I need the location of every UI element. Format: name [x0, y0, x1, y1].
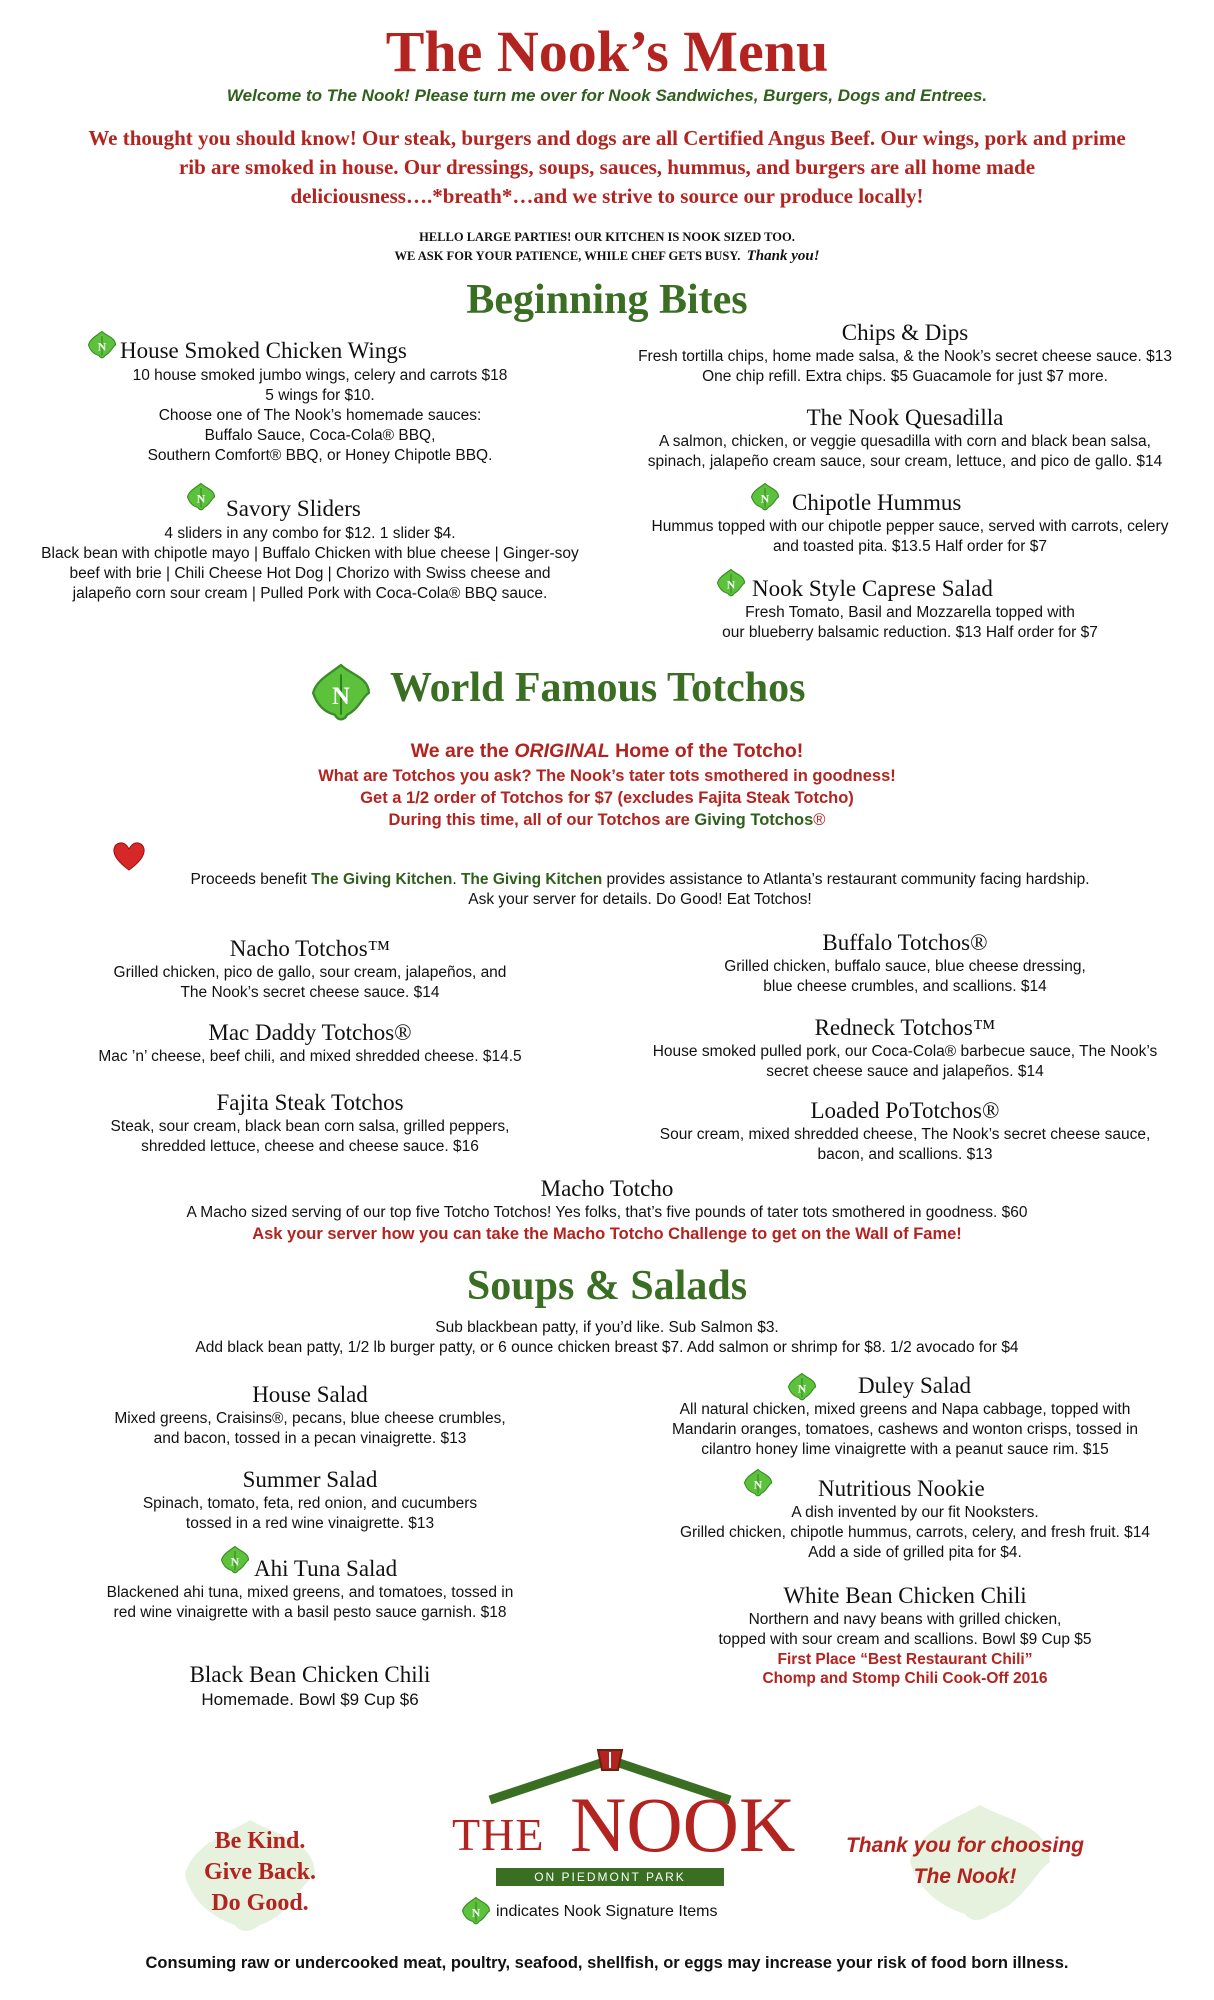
item-desc-duley-salad: [620, 1400, 1190, 1460]
desc-line: and bacon, tossed in a pecan vinaigrette. $13: [153, 1430, 467, 1447]
desc-line: cilantro honey lime vinaigrette with a peanut sauce rim. $15: [701, 1441, 1109, 1458]
totchos-during: During this time, all of our Totchos are: [388, 811, 695, 829]
item-name-hummus: Chipotle Hummus: [792, 490, 962, 515]
slogan-line: Give Back.: [204, 1859, 316, 1885]
item-name-sliders: Savory Sliders: [226, 496, 361, 521]
item-desc-nacho-totchos: [30, 963, 590, 1003]
thank-you-choosing: [800, 1830, 1130, 1892]
desc-line: Southern Comfort® BBQ, or Honey Chipotle BBQ.: [147, 447, 493, 464]
item-name-house-salad: House Salad: [252, 1382, 368, 1407]
item-name-ahi-tuna: Ahi Tuna Salad: [254, 1556, 398, 1581]
desc-line: beef with brie | Chili Cheese Hot Dog | Chorizo with Swiss cheese and: [69, 565, 551, 582]
giving-totchos: Giving Totchos: [694, 811, 814, 829]
item-desc-white-bean-chili: [620, 1610, 1190, 1650]
item-name-summer-salad: Summer Salad: [242, 1467, 378, 1492]
desc-line: spinach, jalapeño cream sauce, sour cream, lettuce, and pico de gallo. $14: [647, 453, 1163, 470]
desc-line: red wine vinaigrette with a basil pesto sauce garnish. $18: [113, 1604, 507, 1621]
desc-line: The Nook’s secret cheese sauce. $14: [180, 984, 440, 1001]
desc-line: bacon, and scallions. $13: [817, 1146, 993, 1163]
item-desc-buffalo-totchos: [620, 957, 1190, 997]
item-desc-wings: [60, 366, 580, 466]
item-name-buffalo-totchos: Buffalo Totchos®: [822, 930, 988, 955]
item-desc-loaded-pototchos: [610, 1125, 1200, 1165]
large-parties-notice: [0, 228, 1214, 266]
desc-line: Northern and navy beans with grilled chicken,: [748, 1611, 1062, 1628]
item-desc-black-bean-chili: Homemade. Bowl $9 Cup $6: [201, 1690, 419, 1709]
desc-line: Add a side of grilled pita for $4.: [808, 1544, 1022, 1561]
desc-line: and toasted pita. $13.5 Half order for $7: [772, 538, 1047, 555]
reg-mark: ®: [813, 811, 826, 829]
item-desc-fajita-steak: [30, 1117, 590, 1157]
item-desc-caprese: [640, 603, 1180, 643]
item-name-black-bean-chili: Black Bean Chicken Chili: [189, 1662, 431, 1687]
desc-line: One chip refill. Extra chips. $5 Guacamole for just $7 more.: [702, 368, 1108, 385]
giving-kitchen-name: The Giving Kitchen: [460, 871, 603, 888]
desc-line: Mandarin oranges, tomatoes, cashews and wonton crisps, tossed in: [671, 1421, 1139, 1438]
ask-server-text: Ask your server for details. Do Good! Eat Totchos!: [468, 891, 812, 908]
award-line: Chomp and Stomp Chili Cook-Off 2016: [762, 1670, 1048, 1687]
sub-line: Sub blackbean patty, if you’d like. Sub Salmon $3.: [435, 1319, 779, 1336]
desc-line: Fresh Tomato, Basil and Mozzarella topped with: [745, 604, 1075, 621]
desc-line: shredded lettuce, cheese and cheese sauce. $16: [141, 1138, 479, 1155]
nook-leaf-icon: [743, 1468, 773, 1498]
desc-line: Spinach, tomato, feta, red onion, and cucumbers: [142, 1495, 478, 1512]
nook-leaf-icon: [186, 482, 216, 512]
original-post: Home of the Totcho!: [609, 740, 804, 762]
desc-line: 10 house smoked jumbo wings, celery and carrots $18: [132, 367, 508, 384]
item-desc-chips: [600, 347, 1210, 387]
item-name-wings: House Smoked Chicken Wings: [120, 338, 407, 363]
section-heading-soups-salads: Soups & Salads: [466, 1263, 748, 1309]
desc-line: 4 sliders in any combo for $12. 1 slider $4.: [164, 525, 456, 542]
item-desc-mac-daddy: [30, 1047, 590, 1067]
totchos-half-order: Get a 1/2 order of Totchos for $7 (excludes Fajita Steak Totcho): [360, 789, 854, 807]
logo-subtitle: ON PIEDMONT PARK: [534, 1870, 686, 1884]
desc-line: Mixed greens, Craisins®, pecans, blue cheese crumbles,: [114, 1410, 506, 1427]
item-name-quesadilla: The Nook Quesadilla: [806, 405, 1004, 430]
item-desc-nutritious-nookie: [620, 1503, 1210, 1563]
desc-line: House smoked pulled pork, our Coca-Cola® barbecue sauce, The Nook’s: [652, 1043, 1158, 1060]
heart-icon: [112, 840, 146, 872]
item-desc-quesadilla: [600, 432, 1210, 472]
desc-line: Steak, sour cream, black bean corn salsa, grilled peppers,: [110, 1118, 510, 1135]
parties-line: HELLO LARGE PARTIES! OUR KITCHEN IS NOOK SIZED TOO.: [419, 230, 795, 244]
desc-line: Choose one of The Nook’s homemade sauces:: [158, 407, 482, 424]
be-kind-slogan: [160, 1826, 360, 1919]
desc-line: Mac ’n’ cheese, beef chili, and mixed shredded cheese. $14.5: [98, 1048, 522, 1065]
thanks-line: The Nook!: [913, 1865, 1017, 1888]
desc-line: our blueberry balsamic reduction. $13 Half order for $7: [722, 624, 1098, 641]
section-heading-beginning-bites: Beginning Bites: [466, 277, 748, 323]
desc-line: topped with sour cream and scallions. Bowl $9 Cup $5: [718, 1631, 1092, 1648]
desc-line: A dish invented by our fit Nooksters.: [791, 1504, 1039, 1521]
item-desc-house-salad: [30, 1409, 590, 1449]
welcome-text: Welcome to The Nook! Please turn me over for Nook Sandwiches, Burgers, Dogs and Entrees.: [226, 86, 988, 105]
item-name-chips: Chips & Dips: [841, 320, 969, 345]
intro-text: [30, 124, 1184, 211]
signature-legend: indicates Nook Signature Items: [496, 1903, 718, 1920]
item-name-loaded-pototchos: Loaded PoTotchos®: [810, 1098, 1000, 1123]
soups-substitutions: [0, 1318, 1214, 1358]
original-pre: We are the: [410, 740, 515, 762]
item-desc-redneck-totchos: [610, 1042, 1200, 1082]
item-name-fajita-steak: Fajita Steak Totchos: [216, 1090, 404, 1115]
totchos-what: What are Totchos you ask? The Nook’s tater tots smothered in goodness!: [318, 767, 896, 785]
item-name-duley-salad: Duley Salad: [858, 1373, 972, 1398]
item-desc-sliders: [20, 524, 600, 604]
nook-leaf-icon: [310, 662, 372, 724]
slogan-line: Do Good.: [211, 1890, 309, 1916]
desc-line: Fresh tortilla chips, home made salsa, & the Nook’s secret cheese sauce. $13: [638, 348, 1172, 365]
slogan-line: Be Kind.: [214, 1828, 306, 1854]
item-desc-summer-salad: [30, 1494, 590, 1534]
item-name-caprese: Nook Style Caprese Salad: [752, 576, 993, 601]
nook-leaf-icon: [87, 330, 117, 360]
desc-line: All natural chicken, mixed greens and Napa cabbage, topped with: [679, 1401, 1131, 1418]
desc-line: Grilled chicken, buffalo sauce, blue cheese dressing,: [724, 958, 1086, 975]
item-desc-macho-totcho: A Macho sized serving of our top five Totcho Totchos! Yes folks, that’s five pounds of tater tots smothered in goodness. $60: [186, 1204, 1028, 1221]
section-heading-totchos: World Famous Totchos: [390, 665, 806, 711]
item-desc-hummus: [610, 517, 1210, 557]
proceeds-text: Proceeds benefit: [190, 871, 312, 888]
nook-leaf-icon: [750, 482, 780, 512]
desc-line: Grilled chicken, chipotle hummus, carrots, celery, and fresh fruit. $14: [679, 1524, 1151, 1541]
item-desc-ahi-tuna: [30, 1583, 590, 1623]
desc-line: Buffalo Sauce, Coca-Cola® BBQ,: [204, 427, 436, 444]
intro-line: We thought you should know! Our steak, burgers and dogs are all Certified Angus Beef. Our wings, pork and prime: [88, 126, 1126, 150]
item-name-redneck-totchos: Redneck Totchos™: [814, 1015, 996, 1040]
original-em: ORIGINAL: [514, 740, 610, 762]
chili-award: [620, 1650, 1190, 1688]
proceeds-text: .: [452, 871, 461, 888]
desc-line: A salmon, chicken, or veggie quesadilla with corn and black bean salsa,: [659, 433, 1151, 450]
macho-challenge: Ask your server how you can take the Macho Totcho Challenge to get on the Wall of Fame!: [252, 1225, 962, 1243]
desc-line: Grilled chicken, pico de gallo, sour cream, jalapeños, and: [113, 964, 507, 981]
giving-kitchen-note: [140, 870, 1140, 910]
nook-leaf-icon: [787, 1372, 817, 1402]
totchos-info: [0, 765, 1214, 831]
item-name-white-bean-chili: White Bean Chicken Chili: [783, 1583, 1027, 1608]
desc-line: jalapeño corn sour cream | Pulled Pork with Coca-Cola® BBQ sauce.: [72, 585, 548, 602]
award-line: First Place “Best Restaurant Chili”: [777, 1651, 1033, 1668]
nook-leaf-icon: [461, 1896, 491, 1926]
parties-line: WE ASK FOR YOUR PATIENCE, WHILE CHEF GETS BUSY.: [394, 249, 741, 263]
thanks-line: Thank you for choosing: [845, 1834, 1084, 1857]
totchos-original-line: [0, 738, 1214, 764]
sub-line: Add black bean patty, 1/2 lb burger patty, or 6 ounce chicken breast $7. Add salmon or shrimp for $8. 1/2 avocado for $4: [195, 1339, 1019, 1356]
thank-you-text: Thank you!: [746, 248, 820, 264]
intro-line: deliciousness….*breath*…and we strive to source our produce locally!: [290, 184, 924, 208]
desc-line: Black bean with chipotle mayo | Buffalo Chicken with blue cheese | Ginger-soy: [41, 545, 579, 562]
item-name-macho-totcho: Macho Totcho: [540, 1176, 674, 1201]
food-safety-warning: Consuming raw or undercooked meat, poultry, seafood, shellfish, or eggs may increase your risk of food born illness.: [145, 1954, 1069, 1972]
desc-line: Sour cream, mixed shredded cheese, The Nook’s secret cheese sauce,: [659, 1126, 1151, 1143]
desc-line: tossed in a red wine vinaigrette. $13: [185, 1515, 435, 1532]
item-name-nacho-totchos: Nacho Totchos™: [229, 936, 391, 961]
giving-kitchen-name: The Giving Kitchen: [311, 871, 453, 888]
desc-line: Blackened ahi tuna, mixed greens, and tomatoes, tossed in: [106, 1584, 514, 1601]
intro-line: rib are smoked in house. Our dressings, soups, sauces, hummus, and burgers are all home made: [178, 155, 1036, 179]
page-title: The Nook’s Menu: [385, 19, 829, 84]
item-name-nutritious-nookie: Nutritious Nookie: [818, 1476, 985, 1501]
logo-nook: NOOK: [570, 1781, 796, 1868]
item-name-mac-daddy: Mac Daddy Totchos®: [208, 1020, 412, 1045]
logo-the: THE: [452, 1809, 545, 1860]
desc-line: secret cheese sauce and jalapeños. $14: [766, 1063, 1044, 1080]
proceeds-text: provides assistance to Atlanta’s restaurant community facing hardship.: [602, 871, 1090, 888]
desc-line: Hummus topped with our chipotle pepper sauce, served with carrots, celery: [651, 518, 1169, 535]
desc-line: 5 wings for $10.: [265, 387, 375, 404]
nook-leaf-icon: [220, 1545, 250, 1575]
desc-line: blue cheese crumbles, and scallions. $14: [763, 978, 1047, 995]
nook-leaf-icon: [716, 568, 746, 598]
